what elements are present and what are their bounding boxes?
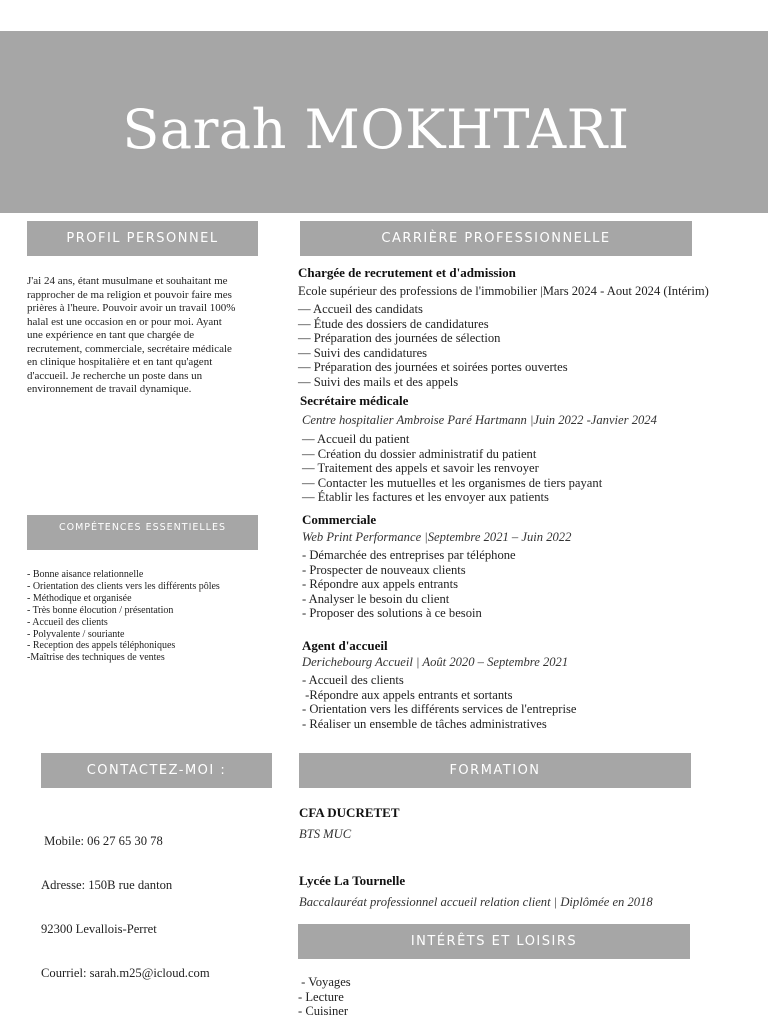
section-heading-contact: CONTACTEZ-MOI : — [41, 753, 272, 788]
job-tasks — [298, 302, 568, 390]
job-subtitle: Web Print Performance |Septembre 2021 – Juin 2022 — [302, 530, 572, 544]
section-heading-profil: PROFIL PERSONNEL — [27, 221, 258, 256]
job-subtitle: Ecole supérieur des professions de l'immobilier |Mars 2024 - Aout 2024 (Intérim) — [298, 284, 709, 298]
task-item: — Suivi des candidatures — [298, 345, 428, 360]
section-heading-carriere: CARRIÈRE PROFESSIONNELLE — [300, 221, 692, 256]
task-item: — Préparation des journées de sélection — [298, 331, 501, 346]
interet-item: - Voyages — [298, 975, 351, 989]
competences-list — [27, 569, 272, 664]
job-subtitle: Centre hospitalier Ambroise Paré Hartmann |Juin 2022 -Janvier 2024 — [302, 413, 657, 427]
task-item: - Accueil des clients — [302, 673, 404, 687]
profil-line: rapprocher de ma religion et pouvoir faire mes — [27, 288, 232, 301]
task-item: - Analyser le besoin du client — [302, 591, 450, 606]
task-item: — Accueil du patient — [302, 432, 410, 446]
job-title: Chargée de recrutement et d'admission — [298, 265, 516, 280]
job-title: Commerciale — [302, 512, 377, 527]
task-item: - Proposer des solutions à ce besoin — [302, 606, 482, 621]
job-tasks — [302, 548, 516, 621]
contact-email: Courriel: sarah.m25@icloud.com — [41, 965, 210, 980]
formation-school: CFA DUCRETET — [299, 805, 400, 820]
competence-item: - Bonne aisance relationnelle — [27, 569, 144, 580]
profil-line: halal est une occasion en or pour moi. Ayant — [27, 315, 222, 328]
profil-line: environnement de travail dynamique. — [27, 383, 192, 395]
job-subtitle: Derichebourg Accueil | Août 2020 – Septembre 2021 — [302, 655, 569, 669]
profil-text — [27, 275, 267, 397]
profil-line: J'ai 24 ans, étant musulmane et souhaitant me — [27, 275, 228, 287]
interet-item: - Cuisiner — [298, 1004, 349, 1019]
competence-item: - Très bonne élocution / présentation — [27, 604, 174, 616]
section-heading-formation: FORMATION — [299, 753, 691, 788]
formation-school: Lycée La Tournelle — [299, 873, 406, 888]
task-item: -Répondre aux appels entrants et sortants — [302, 687, 513, 702]
formation-diploma: BTS MUC — [299, 827, 352, 841]
task-item: — Accueil des candidats — [298, 302, 423, 316]
profil-line: recrutement, commerciale, secrétaire médicale — [27, 342, 232, 355]
profil-line: une expérience en tant que chargée de — [27, 329, 195, 341]
task-item: - Répondre aux appels entrants — [302, 577, 458, 592]
candidate-name: Sarah MOKHTARI — [122, 98, 630, 161]
contact-info — [41, 805, 281, 995]
task-item: - Démarchée des entreprises par téléphone — [302, 548, 516, 562]
task-item: - Orientation vers les différents services de l'entreprise — [302, 702, 577, 717]
competence-item: -Maîtrise des techniques de ventes — [27, 652, 165, 664]
competence-item: - Polyvalente / souriante — [27, 628, 125, 640]
competence-item: - Méthodique et organisée — [27, 592, 132, 604]
task-item: - Réaliser un ensemble de tâches administratives — [302, 716, 547, 731]
competence-item: - Accueil des clients — [27, 616, 108, 628]
competence-item: - Reception des appels téléphoniques — [27, 640, 176, 652]
profil-line: prières à l'heure. Pouvoir avoir un travail 100% — [27, 302, 236, 314]
section-heading-interets: INTÉRÊTS ET LOISIRS — [298, 924, 690, 959]
task-item: — Étude des dossiers de candidatures — [298, 316, 489, 331]
profil-line: en clinique hospitalière et en tant qu'agent — [27, 356, 213, 368]
contact-phone: Mobile: 06 27 65 30 78 — [41, 834, 163, 849]
job-title: Agent d'accueil — [302, 638, 388, 653]
job-title: Secrétaire médicale — [300, 393, 409, 408]
task-item: - Prospecter de nouveaux clients — [302, 562, 466, 577]
task-item: — Création du dossier administratif du patient — [302, 446, 537, 461]
task-item: — Établir les factures et les envoyer aux patients — [302, 490, 549, 505]
competence-item: - Orientation des clients vers les différents pôles — [27, 580, 220, 592]
contact-address: Adresse: 150B rue danton — [41, 877, 173, 892]
profil-line: d'accueil. Je recherche un poste dans un — [27, 369, 203, 382]
contact-city: 92300 Levallois-Perret — [41, 921, 157, 936]
task-item: — Traitement des appels et savoir les renvoyer — [302, 461, 539, 476]
task-item: — Préparation des journées et soirées portes ouvertes — [298, 360, 568, 375]
job-tasks — [302, 673, 576, 731]
interet-item: - Lecture — [298, 989, 344, 1004]
formation-diploma: Baccalauréat professionnel accueil relation client | Diplômée en 2018 — [299, 895, 653, 909]
job-tasks — [302, 432, 602, 505]
interets-list — [298, 975, 351, 1019]
task-item: — Contacter les mutuelles et les organismes de tiers payant — [302, 475, 603, 490]
task-item: — Suivi des mails et des appels — [298, 374, 459, 389]
section-heading-competences: COMPÉTENCES ESSENTIELLES — [27, 515, 258, 550]
